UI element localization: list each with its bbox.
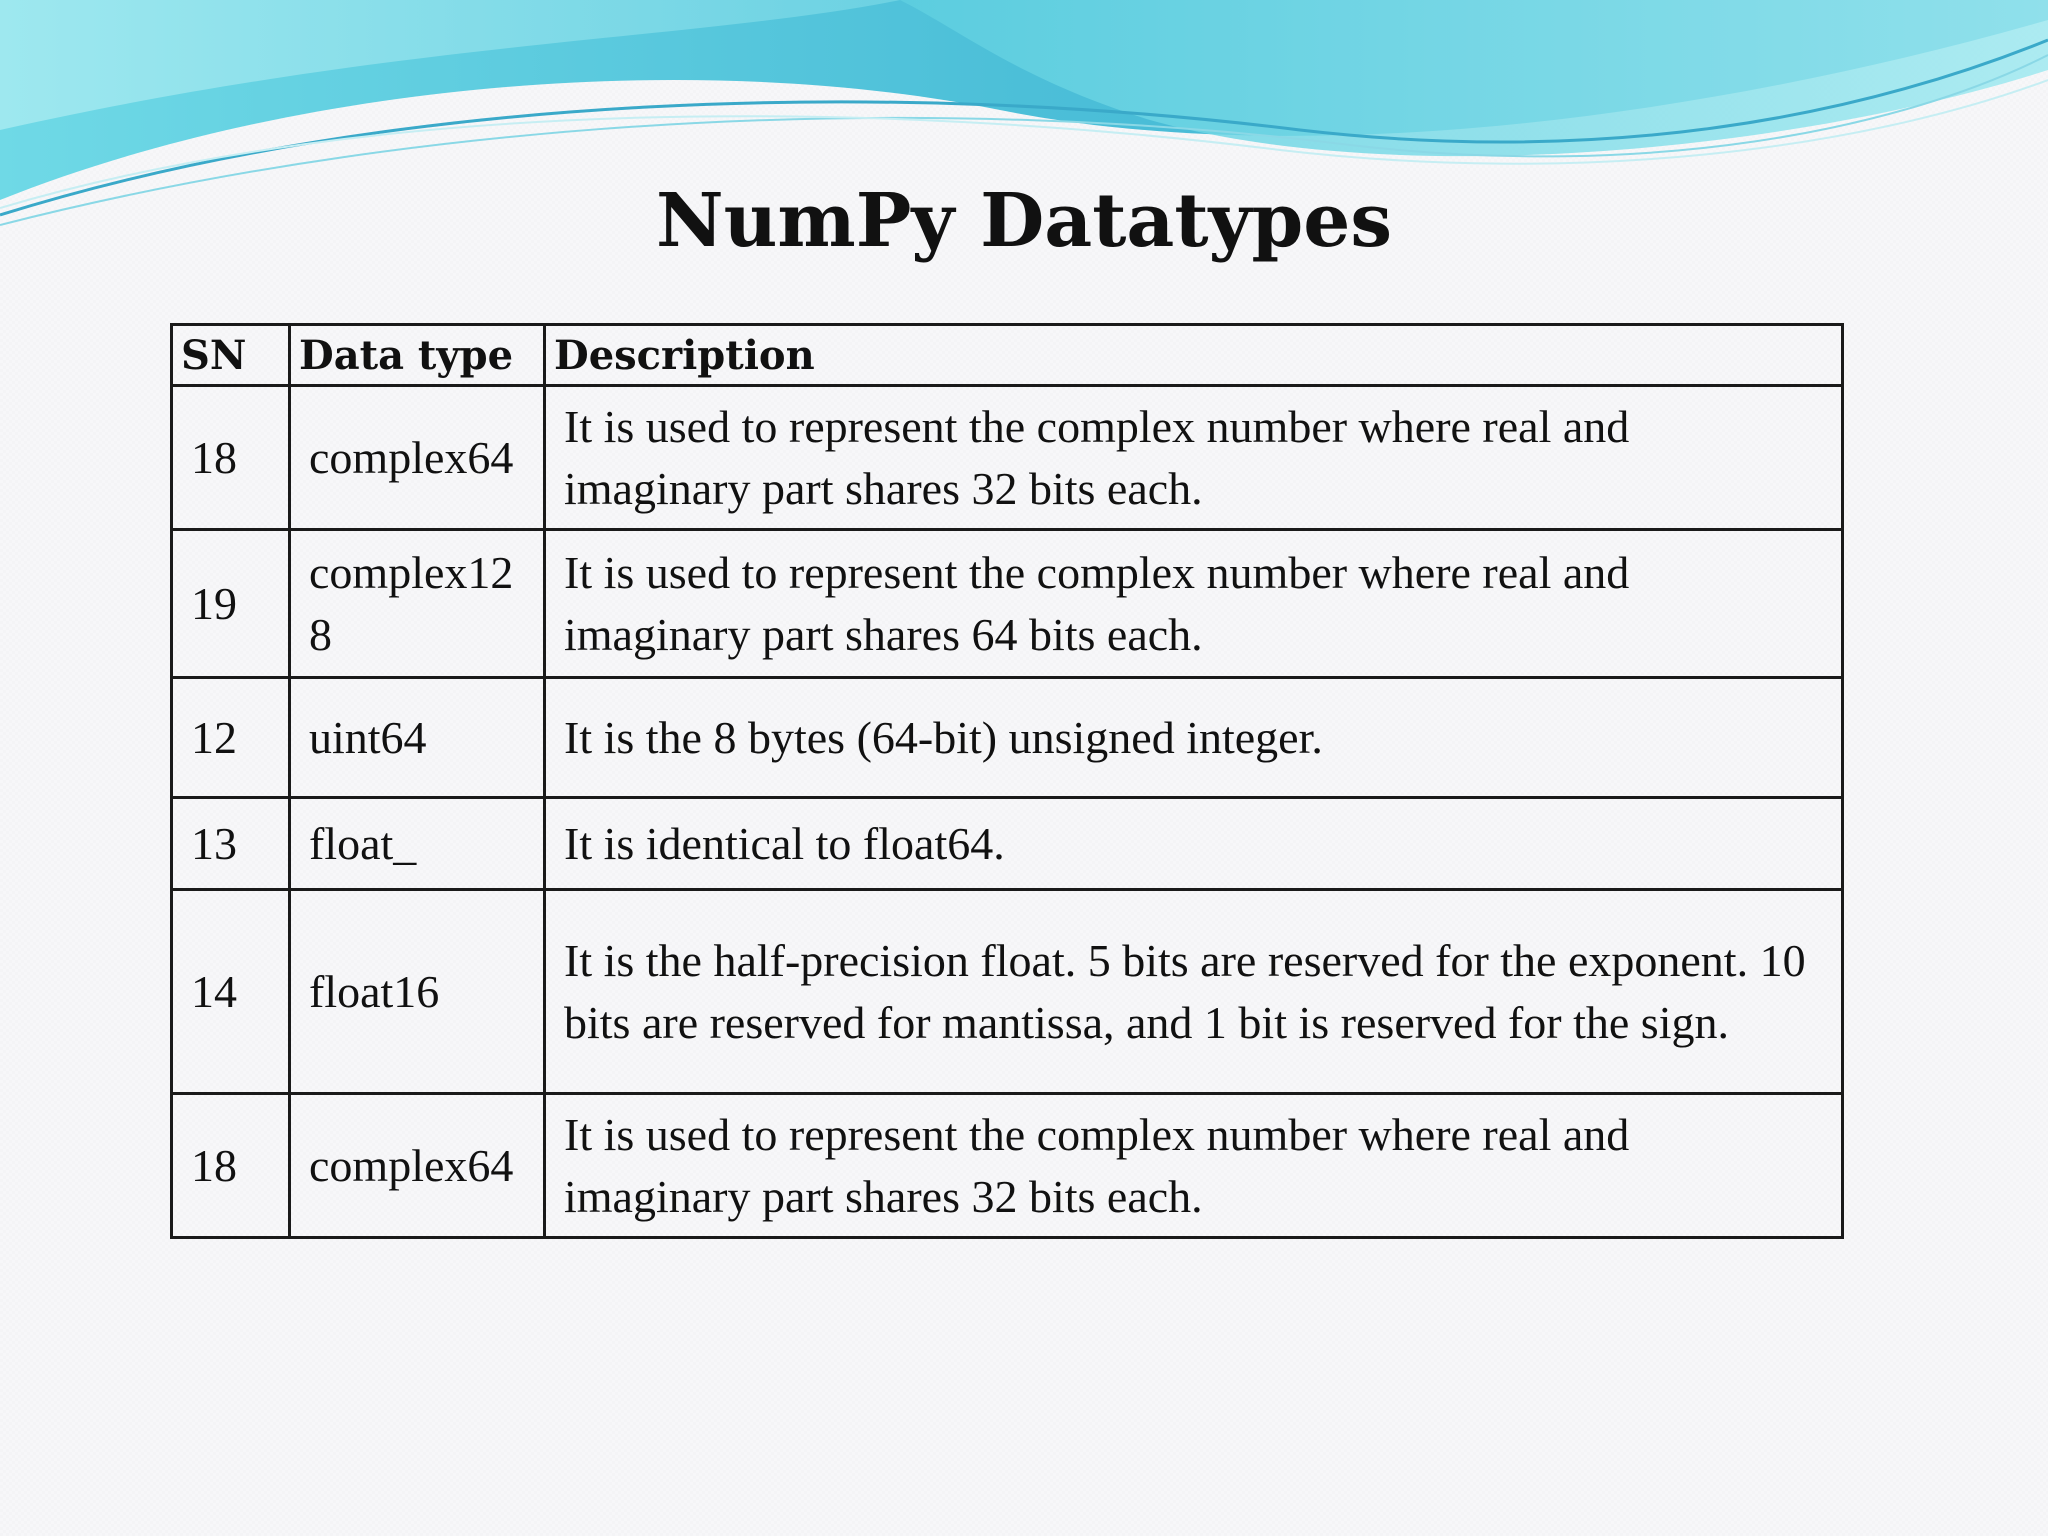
header-description: Description [545,325,1843,386]
row-sn: 14 [172,890,290,1094]
header-sn: SN [172,325,290,386]
row-data-type: complex64 [290,1094,545,1238]
row-sn: 13 [172,798,290,890]
table-row [172,530,1843,678]
row-sn: 18 [172,1094,290,1238]
table-row [172,1094,1843,1238]
table-row [172,890,1843,1094]
row-data-type: uint64 [290,678,545,798]
row-sn: 19 [172,530,290,678]
row-sn: 12 [172,678,290,798]
row-description: It is used to represent the complex number where real and imaginary part shares 32 bits each. [545,1094,1843,1238]
row-data-type: complex64 [290,386,545,530]
row-data-type: complex128 [290,530,545,678]
row-description: It is the half-precision float. 5 bits are reserved for the exponent. 10 bits are reserved for mantissa, and 1 bit is reserved for the sign. [545,890,1843,1094]
row-sn: 18 [172,386,290,530]
row-description: It is identical to float64. [545,798,1843,890]
table-row [172,798,1843,890]
row-description: It is used to represent the complex number where real and imaginary part shares 64 bits each. [545,530,1843,678]
datatypes-table [170,323,1844,1239]
row-data-type: float16 [290,890,545,1094]
row-description: It is the 8 bytes (64-bit) unsigned integer. [545,678,1843,798]
slide-title: NumPy Datatypes [655,178,1393,264]
row-description: It is used to represent the complex number where real and imaginary part shares 32 bits each. [545,386,1843,530]
table-row [172,678,1843,798]
table-row [172,386,1843,530]
row-data-type: float_ [290,798,545,890]
header-data-type: Data type [290,325,545,386]
table-header-row [172,325,1843,386]
